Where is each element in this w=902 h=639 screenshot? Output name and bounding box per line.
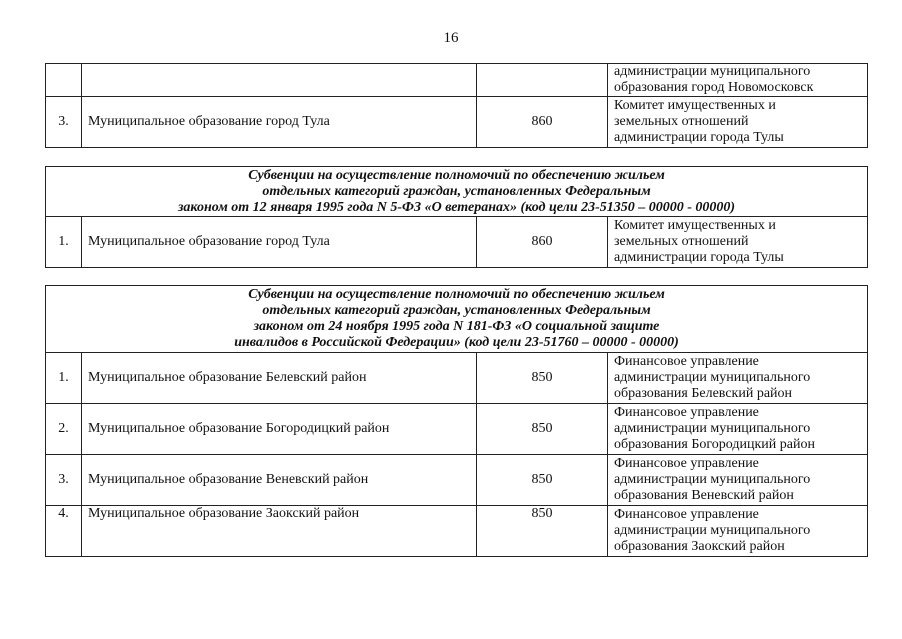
municipality-name: Муниципальное образование город Тула [82, 217, 477, 268]
table-row [46, 455, 868, 506]
agency-line: администрации муниципального [614, 523, 811, 538]
heading-line: Субвенции на осуществление полномочий по обеспечению жильем [248, 167, 665, 183]
row-number: 1. [46, 353, 82, 404]
table-row [46, 64, 868, 97]
agency-name [608, 455, 868, 506]
row-number: 3. [46, 97, 82, 148]
agency-line: Комитет имущественных и [614, 98, 776, 113]
agency-name [608, 506, 868, 557]
agency-line: земельных отношений [614, 234, 749, 249]
target-code: 860 [477, 97, 608, 148]
agency-line: администрации муниципального [614, 370, 811, 385]
agency-line: образования Заокский район [614, 539, 785, 554]
target-code [477, 64, 608, 97]
municipality-name: Муниципальное образование Заокский район [82, 506, 477, 557]
table-row [46, 217, 868, 268]
heading-line: инвалидов в Российской Федерации» (код цели 23-51760 – 00000 - 00000) [234, 335, 679, 350]
continuation-table [45, 63, 868, 148]
agency-line: образования Богородицкий район [614, 437, 815, 452]
agency-line: администрации города Тулы [614, 130, 784, 145]
section-heading-row [46, 167, 868, 217]
agency-name [608, 353, 868, 404]
heading-line: законом от 12 января 1995 года N 5-ФЗ «О ветеранах» (код цели 23-51350 – 00000 - 00000) [177, 199, 736, 215]
target-code: 850 [477, 455, 608, 506]
agency-line: образования Веневский район [614, 488, 794, 503]
row-number: 4. [46, 506, 82, 557]
agency-line: Финансовое управление [614, 405, 759, 420]
section-heading [46, 167, 868, 217]
heading-line: Субвенции на осуществление полномочий по обеспечению жильем [248, 287, 665, 302]
table-row [46, 353, 868, 404]
agency-line: администрации муниципального [614, 472, 811, 487]
table-row [46, 506, 868, 557]
row-number: 1. [46, 217, 82, 268]
agency-line: образования Белевский район [614, 386, 793, 401]
veterans-subsidy-table [45, 166, 868, 268]
agency-line: администрации города Тулы [614, 250, 784, 265]
page-number: 16 [443, 30, 459, 46]
heading-line: отдельных категорий граждан, установленных Федеральным [262, 183, 651, 199]
agency-line: администрации муниципального [614, 421, 811, 436]
section-heading [46, 286, 868, 353]
agency-line: администрации муниципального [614, 64, 811, 79]
agency-line: Финансовое управление [614, 354, 759, 369]
municipality-name: Муниципальное образование Белевский район [82, 353, 477, 404]
municipality-name: Муниципальное образование город Тула [82, 97, 477, 148]
target-code: 850 [477, 353, 608, 404]
row-number [46, 64, 82, 97]
target-code: 850 [477, 404, 608, 455]
municipality-name: Муниципальное образование Богородицкий район [82, 404, 477, 455]
target-code: 850 [477, 506, 608, 557]
row-number: 2. [46, 404, 82, 455]
section-heading-row [46, 286, 868, 353]
agency-name [608, 97, 868, 148]
target-code: 860 [477, 217, 608, 268]
table-row [46, 97, 868, 148]
agency-name [608, 217, 868, 268]
row-number: 3. [46, 455, 82, 506]
agency-line: Комитет имущественных и [614, 218, 776, 233]
agency-line: земельных отношений [614, 114, 749, 129]
agency-name [608, 404, 868, 455]
heading-line: законом от 24 ноября 1995 года N 181-ФЗ «О социальной защите [253, 319, 660, 334]
agency-line: Финансовое управление [614, 507, 759, 522]
municipality-name [82, 64, 477, 97]
agency-line: образования город Новомосковск [614, 80, 814, 95]
agency-name [608, 64, 868, 97]
agency-line: Финансовое управление [614, 456, 759, 471]
heading-line: отдельных категорий граждан, установленных Федеральным [262, 303, 651, 318]
municipality-name: Муниципальное образование Веневский район [82, 455, 477, 506]
disabled-subsidy-table [45, 285, 868, 557]
table-row [46, 404, 868, 455]
